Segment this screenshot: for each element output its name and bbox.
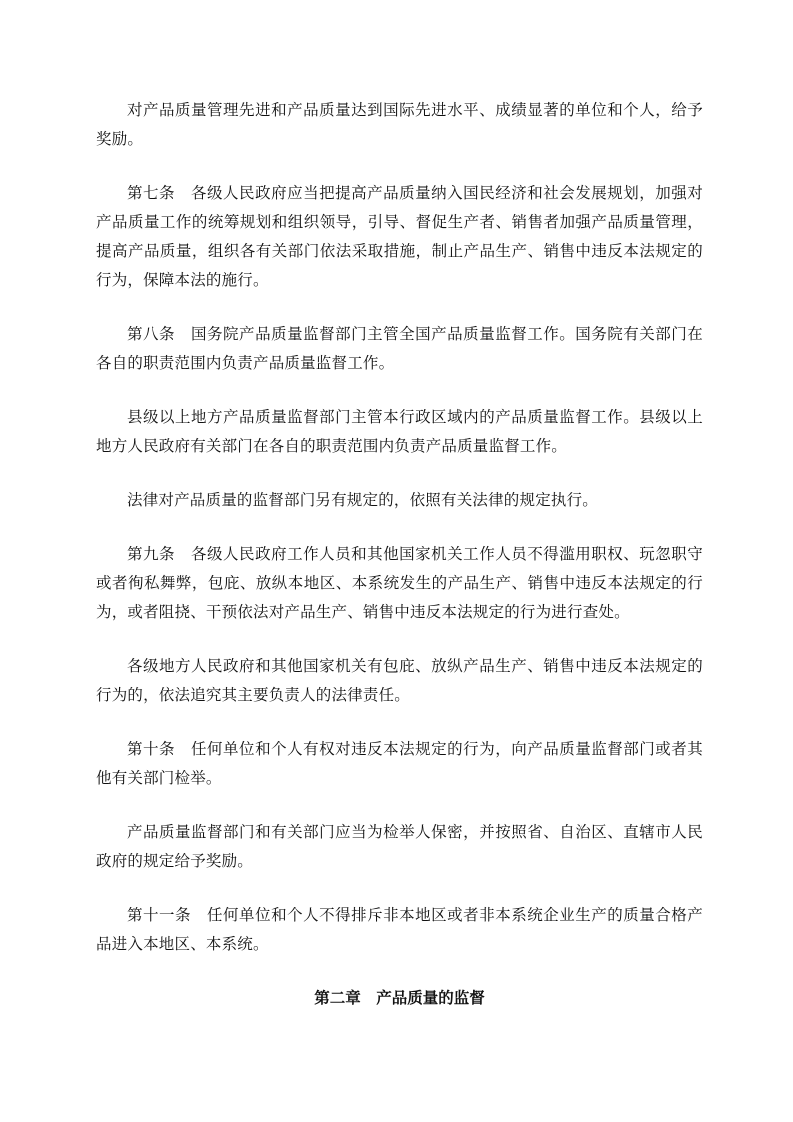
paragraph-whistleblower: 产品质量监督部门和有关部门应当为检举人保密，并按照省、自治区、直辖市人民政府的规定给予奖励。 [96, 823, 703, 870]
paragraph-article-11: 第十一条 任何单位和个人不得排斥非本地区或者非本系统企业生产的质量合格产品进入本地区、本系统。 [96, 906, 703, 953]
paragraph-article-7: 第七条 各级人民政府应当把提高产品质量纳入国民经济和社会发展规划，加强对产品质量工作的统筹规划和组织领导，引导、督促生产者、销售者加强产品质量管理，提高产品质量，组织各有关部门依法采取措施，制止产品生产、销售中违反本法规定的行为，保障本法的施行。 [96, 184, 703, 289]
paragraph-other-laws: 法律对产品质量的监督部门另有规定的，依照有关法律的规定执行。 [127, 491, 599, 509]
paragraph-article-10: 第十条 任何单位和个人有权对违反本法规定的行为，向产品质量监督部门或者其他有关部门检举。 [96, 740, 703, 787]
paragraph-county-level: 县级以上地方产品质量监督部门主管本行政区域内的产品质量监督工作。县级以上地方人民政府有关部门在各自的职责范围内负责产品质量监督工作。 [96, 408, 703, 455]
document-page [96, 96, 703, 1013]
chapter-heading: 第二章 产品质量的监督 [314, 989, 485, 1007]
paragraph-reward: 对产品质量管理先进和产品质量达到国际先进水平、成绩显著的单位和个人，给予奖励。 [96, 101, 703, 148]
paragraph-article-8: 第八条 国务院产品质量监督部门主管全国产品质量监督工作。国务院有关部门在各自的职责范围内负责产品质量监督工作。 [96, 325, 703, 372]
paragraph-liability: 各级地方人民政府和其他国家机关有包庇、放纵产品生产、销售中违反本法规定的行为的，依法追究其主要负责人的法律责任。 [96, 657, 703, 704]
paragraph-article-9: 第九条 各级人民政府工作人员和其他国家机关工作人员不得滥用职权、玩忽职守或者徇私舞弊，包庇、放纵本地区、本系统发生的产品生产、销售中违反本法规定的行为，或者阻挠、干预依法对产品生产、销售中违反本法规定的行为进行查处。 [96, 545, 703, 621]
